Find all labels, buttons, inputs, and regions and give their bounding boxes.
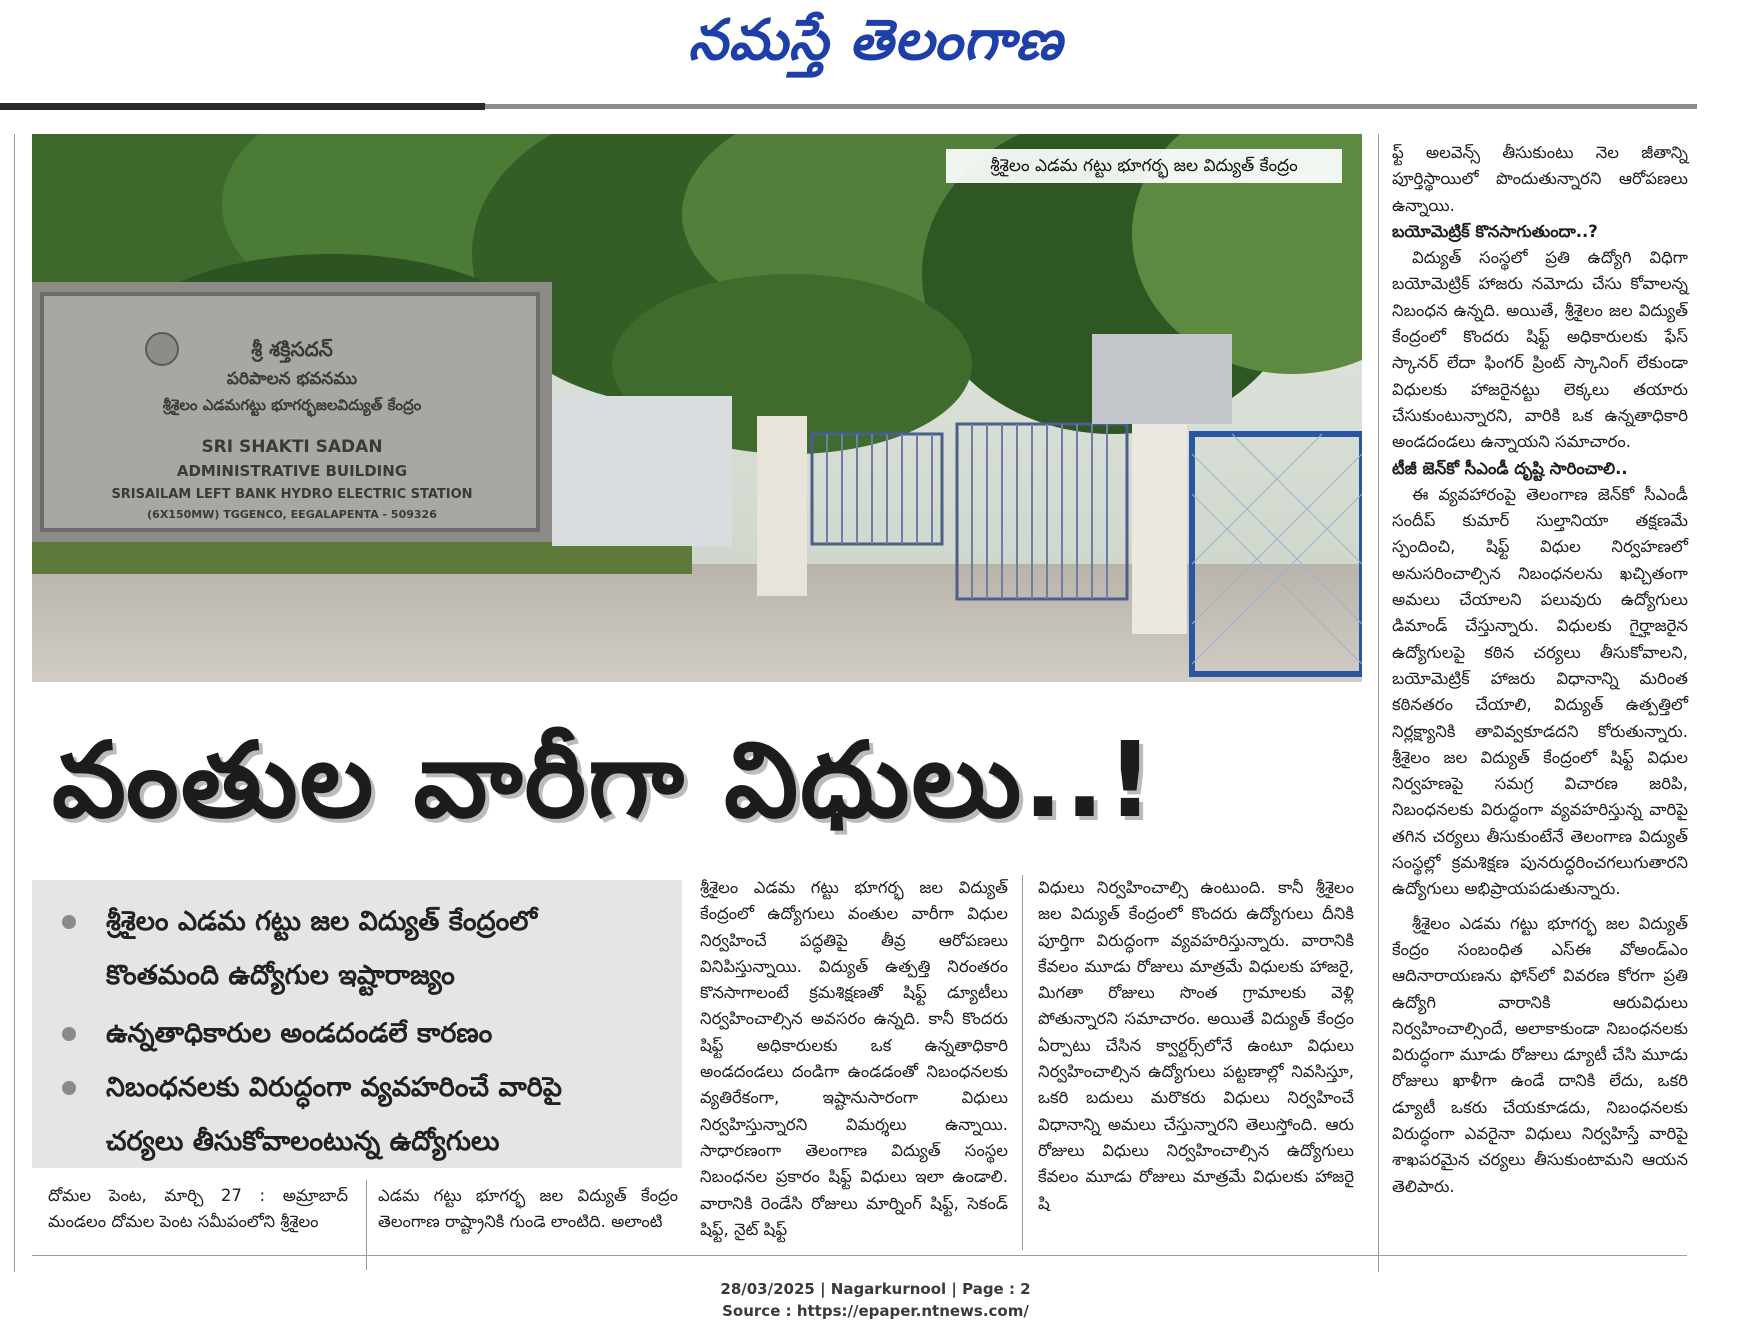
bullet-icon bbox=[62, 1081, 76, 1095]
sign-line-7: (6X150MW) TGGENCO, EEGALAPENTA - 509326 bbox=[147, 508, 437, 521]
column-5-para-3: ఈ వ్యవహారంపై తెలంగాణ జెన్‌కో సీఎండీ సందీప్ కుమార్ సుల్తానియా తక్షణమే స్పందించి, షిఫ్ట్ విధుల నిర్వహణలో అనుసరించాల్సిన నిబంధనలను ఖచ్చితంగా అమలు చేయాలని పలువురు ఉద్యోగులు డిమాండ్ చేస్తున్నారు. విధులకు గైర్హాజరైన ఉద్యోగులపై కఠిన చర్యలు తీసుకోవాలని, బయోమెట్రిక్ హాజరు విధానాన్ని మరింత కఠినతరం చేయాలి, విద్యుత్ ఉత్పత్తిలో నిర్లక్ష్యానికి తావివ్వకూడదని కోరుతున్నారు. శ్రీశైలం జల విద్యుత్ కేంద్రంలో షిఫ్ట్ విధుల నిర్వహణపై సమగ్ర విచారణ జరిపి, నిబంధనలకు విరుద్ధంగా వ్యవహరిస్తున్న వారిపై తగిన చర్యలు తీసుకుంటేనే తెలంగాణ విద్యుత్ సంస్థల్లో క్రమశిక్షణ పునరుద్ధరించగలుగుతారని ఉద్యోగులు అభిప్రాయపడుతున్నారు. bbox=[1392, 484, 1688, 899]
newspaper-title: నమస్తే తెలంగాణ bbox=[688, 8, 1063, 73]
left-frame-rule bbox=[14, 134, 15, 1272]
sign-line-1: శ్రీ శక్తిసదన్ bbox=[251, 337, 333, 361]
column-3 bbox=[700, 875, 1008, 1243]
highlight-text: నిబంధనలకు విరుద్ధంగా వ్యవహరించే వారిపై bbox=[106, 1072, 562, 1103]
masthead-rule-grey bbox=[485, 104, 1697, 109]
masthead bbox=[0, 8, 1751, 87]
column-5-para-4: శ్రీశైలం ఎడమ గట్టు భూగర్భ జల విద్యుత్ కేంద్రం సంబంధిత ఎస్ఈ వోఅండ్ఎం ఆదినారాయణను ఫోన్‌లో వివరణ కోరగా ప్రతి ఉద్యోగి వారానికి ఆరువిధులు నిర్వహించాల్సిందే, అలాకాకుండా నిబంధనలకు విరుద్ధంగా మూడు రోజులు డ్యూటీ చేసి మూడు రోజులు ఖాళీగా ఉండే దానికి లేదు, ఒకరి డ్యూటీ ఒకరు చేయకూడదు, నిబంధనలకు విరుద్ధంగా ఎవరైనా విధులు నిర్వహిస్తే వారిపై శాఖపరమైన చర్యలు తీసుకుంటామని ఆయన తెలిపారు. bbox=[1392, 913, 1688, 1196]
highlight-text: శ్రీశైలం ఎడమ గట్టు జల విద్యుత్ కేంద్రంలో bbox=[106, 906, 538, 937]
column-5 bbox=[1392, 140, 1688, 1200]
photo-caption: శ్రీశైలం ఎడమ గట్టు భూగర్భ జల విద్యుత్ కేంద్రం bbox=[946, 149, 1342, 183]
sign-line-3: శ్రీశైలం ఎడమగట్టు భూగర్భజలవిద్యుత్ కేంద్రం bbox=[162, 396, 422, 414]
bottom-frame-rule bbox=[32, 1255, 1687, 1256]
sign-line-4: SRI SHAKTI SADAN bbox=[201, 437, 383, 457]
sign-line-6: SRISAILAM LEFT BANK HYDRO ELECTRIC STATION bbox=[111, 487, 473, 502]
footer-date-edition: 28/03/2025 | Nagarkurnool | Page : 2 bbox=[720, 1280, 1031, 1298]
subheading-cmd-attention: టీజీ జెన్‌కో సీఎండీ దృష్టి సారించాలి.. bbox=[1392, 458, 1628, 478]
footer-source: Source : https://epaper.ntnews.com/ bbox=[722, 1302, 1029, 1320]
highlights-box bbox=[32, 880, 682, 1168]
column-2 bbox=[378, 1183, 678, 1236]
subheading-biometric: బయోమెట్రిక్ కొనసాగుతుందా..? bbox=[1392, 221, 1598, 241]
dateline-text: దోమల పెంట, మార్చి 27 : అమ్రాబాద్ మండలం దోమల పెంట సమీపంలోని శ్రీశైలం bbox=[48, 1186, 348, 1232]
highlight-text: కొంతమంది ఉద్యోగుల ఇష్టారాజ్యం bbox=[106, 960, 455, 991]
news-photo bbox=[32, 134, 1362, 682]
sign-line-2: పరిపాలన భవనము bbox=[226, 369, 358, 389]
masthead-rule-dark bbox=[0, 103, 485, 110]
column-2-text: ఎడమ గట్టు భూగర్భ జల విద్యుత్ కేంద్రం తెలంగాణ రాష్ట్రానికి గుండె లాంటిది. అలాంటి bbox=[378, 1186, 678, 1232]
column-4-text: విధులు నిర్వహించాల్సి ఉంటుంది. కానీ శ్రీశైలం జల విద్యుత్ కేంద్రంలో కొందరు ఉద్యోగులు దీనికి పూర్తిగా విరుద్ధంగా వ్యవహరిస్తున్నారు. వారానికి కేవలం మూడు రోజులు మాత్రమే విధులకు హాజరై, మిగతా రోజులు సొంత గ్రామాలకు వెళ్లి పోతున్నారని సమాచారం. అయితే విద్యుత్ కేంద్రం ఏర్పాటు చేసిన క్వార్టర్స్‌లోనే ఉంటూ విధులు నిర్వహించాల్సిన ఉద్యోగులు పట్టణాల్లో నివసిస్తూ, ఒకరి బదులు మరొకరు విధులు నిర్వహించే విధానాన్ని అమలు చేస్తున్నారని తెలుస్తోంది. ఆరు రోజులు విధులు నిర్వహించాల్సిన ఉద్యోగులు కేవలం మూడు రోజులు మాత్రమే విధులకు హాజరై షి bbox=[1038, 878, 1354, 1213]
highlight-text: ఉన్నతాధికారుల అండదండలే కారణం bbox=[106, 1018, 493, 1049]
highlight-text: చర్యలు తీసుకోవాలంటున్న ఉద్యోగులు bbox=[106, 1126, 500, 1157]
highlight-item bbox=[62, 1064, 562, 1166]
column-3-text: శ్రీశైలం ఎడమ గట్టు భూగర్భ జల విద్యుత్ కేంద్రంలో ఉద్యోగులు వంతుల వారీగా విధుల నిర్వహించే పద్ధతిపై తీవ్ర ఆరోపణలు వినిపిస్తున్నాయి. విద్యుత్ ఉత్పత్తి నిరంతరం కొనసాగాలంటే క్రమశిక్షణతో షిఫ్ట్ డ్యూటీలు నిర్వహించాల్సిన అవసరం ఉన్నది. కానీ కొందరు షిఫ్ట్ అధికారులకు ఒక ఉన్నతాధికారి అండదండలు దండిగా ఉండడంతో నిబంధనలకు వ్యతిరేకంగా, ఇష్టానుసారంగా విధులు నిర్వహిస్తున్నారని విమర్శలు ఉన్నాయి. సాధారణంగా తెలంగాణ విద్యుత్ సంస్థల నిబంధనల ప్రకారం షిఫ్ట్ విధులు ఇలా ఉండాలి. వారానికి రెండేసి రోజులు మార్నింగ్ షిఫ్ట్, సెకండ్ షిఫ్ట్, నైట్ షిఫ్ట్ bbox=[700, 878, 1008, 1239]
sign-line-5: ADMINISTRATIVE BUILDING bbox=[176, 462, 408, 480]
highlight-item bbox=[62, 1010, 492, 1058]
power-station-gate-image bbox=[32, 134, 1362, 682]
headline: వంతుల వారీగా విధులు..! bbox=[52, 719, 1156, 841]
column-1-dateline bbox=[48, 1183, 348, 1236]
column-5-para-1: ఫ్ట్ అలవెన్స్ తీసుకుంటు నెల జీతాన్ని పూర్తిస్థాయిలో పొందుతున్నారని ఆరోపణలు ఉన్నాయి. bbox=[1392, 143, 1688, 215]
bullet-icon bbox=[62, 1027, 76, 1041]
column-4 bbox=[1038, 875, 1354, 1217]
right-frame-rule bbox=[1378, 134, 1379, 1272]
column-5-para-2: విద్యుత్ సంస్థలో ప్రతి ఉద్యోగి విధిగా బయోమెట్రిక్ హాజరు నమోదు చేసు కోవాలన్న నిబంధన ఉన్నది. అయితే, శ్రీశైలం జల విద్యుత్ కేంద్రంలో కొందరు షిఫ్ట్ అధికారులకు ఫేస్ స్కానర్ లేదా ఫింగర్ ప్రింట్ స్కానింగ్ లేకుండా విధులకు హాజరైనట్టు లెక్కలు తయారు చేసుకుంటున్నారని, వారికి ఒక ఉన్నతాధికారి అండదండలు ఉన్నాయని సమాచారం. bbox=[1392, 248, 1688, 452]
bullet-icon bbox=[62, 915, 76, 929]
column-rule bbox=[366, 1180, 367, 1270]
highlight-item bbox=[62, 898, 537, 1000]
column-rule bbox=[1022, 875, 1023, 1250]
